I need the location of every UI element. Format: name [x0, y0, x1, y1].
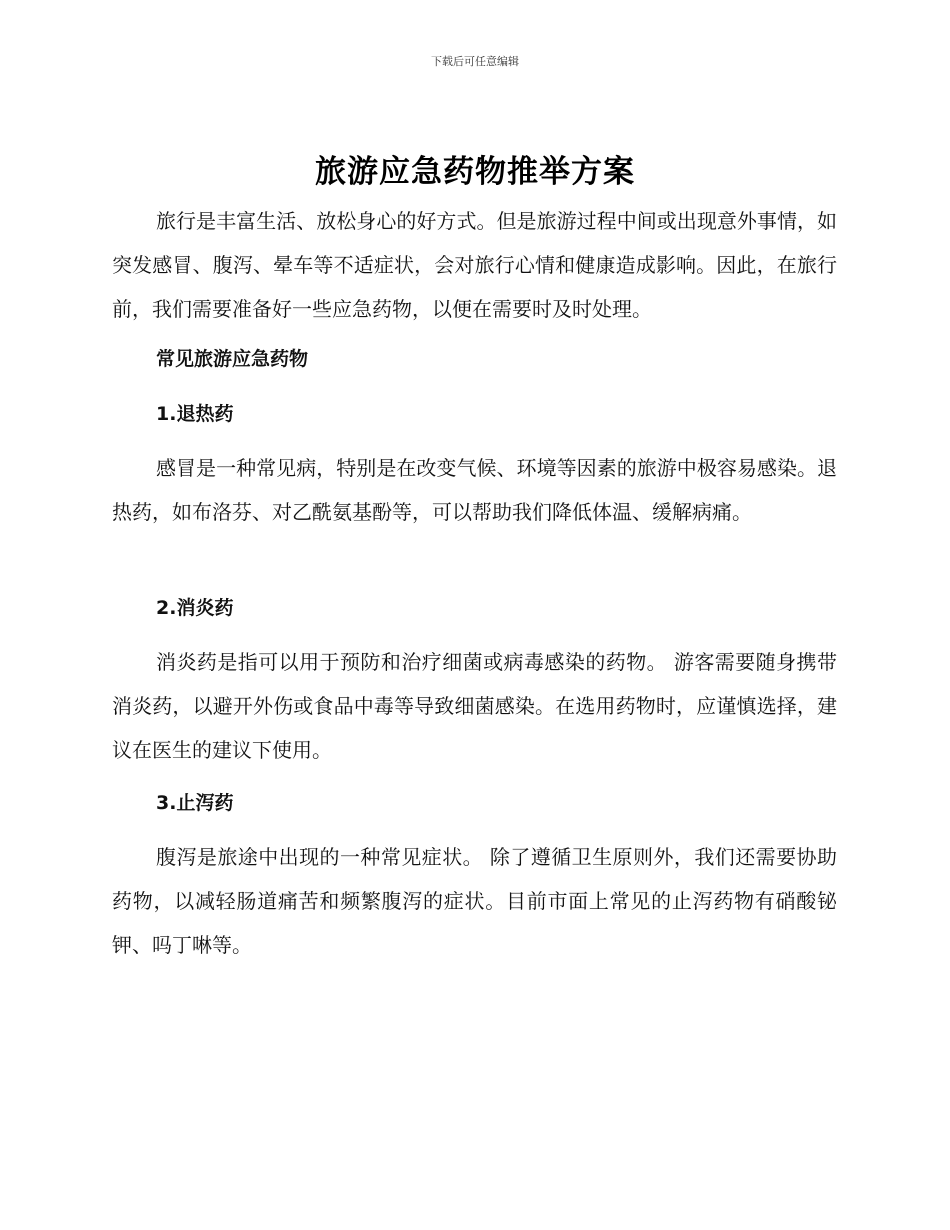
- document-title: 旅游应急药物推举方案: [315, 154, 635, 190]
- item-body-anti-inflammatory: 消炎药是指可以用于预防和治疗细菌或病毒感染的药物。 游客需要随身携带消炎药，以避开外伤或食品中毒等导致细菌感染。在选用药物时，应谨慎选择，建议在医生的建议下使用。: [112, 650, 837, 762]
- section-heading: 常见旅游应急药物: [156, 348, 309, 370]
- header-note: 下载后可任意编辑: [431, 55, 519, 68]
- item-body-antipyretic: 感冒是一种常见病，特别是在改变气候、环境等因素的旅游中极容易感染。退热药，如布洛芬、对乙酰氨基酚等，可以帮助我们降低体温、缓解病痛。: [112, 456, 837, 524]
- intro-paragraph: 旅行是丰富生活、放松身心的好方式。但是旅游过程中间或出现意外事情，如突发感冒、腹泻、晕车等不适症状，会对旅行心情和健康造成影响。因此，在旅行前，我们需要准备好一些应急药物，以便在需要时及时处理。: [112, 209, 837, 321]
- item-heading-antidiarrheal: 3.止泻药: [156, 792, 234, 814]
- item-heading-anti-inflammatory: 2.消炎药: [156, 597, 234, 619]
- item-body-antidiarrheal: 腹泻是旅途中出现的一种常见症状。 除了遵循卫生原则外，我们还需要协助药物，以减轻肠道痛苦和频繁腹泻的症状。目前市面上常见的止泻药物有硝酸铋钾、吗丁啉等。: [112, 845, 837, 957]
- item-heading-antipyretic: 1.退热药: [156, 403, 234, 425]
